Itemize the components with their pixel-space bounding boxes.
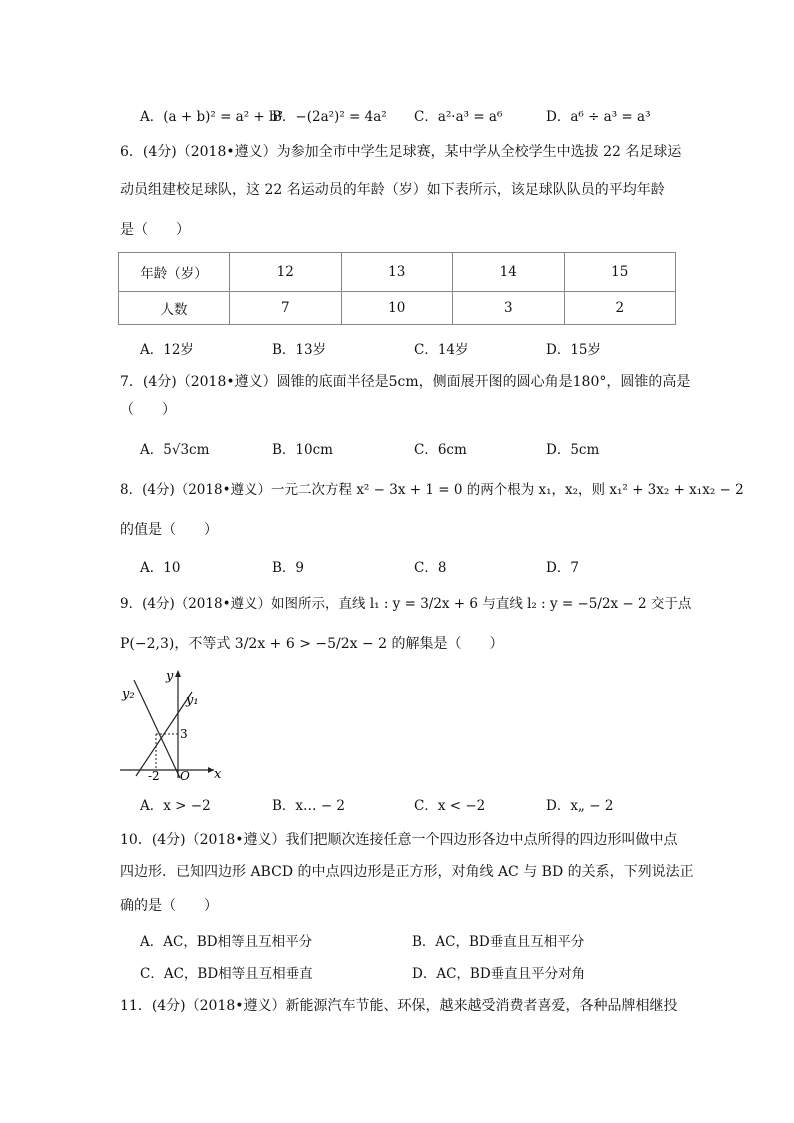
q6-option-a: A．12岁 — [140, 342, 194, 358]
label-y1: y₁ — [186, 693, 199, 708]
q8-option-b: B．9 — [272, 560, 305, 576]
q10-text-line2: 四边形．已知四边形 ABCD 的中点四边形是正方形，对角线 AC 与 BD 的关系，下列说法正 — [120, 864, 694, 880]
q8-option-a: A．10 — [140, 560, 181, 576]
table-header-age: 年龄（岁） — [119, 253, 230, 292]
table-cell: 12 — [230, 253, 342, 292]
table-cell: 14 — [453, 253, 565, 292]
table-cell: 2 — [564, 292, 676, 325]
table-row — [119, 292, 676, 325]
q5-option-a: A．(a + b)² = a² + b² — [140, 109, 284, 125]
label-3: 3 — [180, 727, 188, 741]
q5-option-d: D．a⁶ ÷ a³ = a³ — [546, 109, 651, 125]
q9-graph — [118, 666, 228, 782]
table-header-count: 人数 — [119, 292, 230, 325]
table-cell: 13 — [341, 253, 453, 292]
q6-age-table — [118, 252, 676, 325]
q7-option-b: B．10cm — [272, 442, 333, 458]
q6-text-line3: 是（ ） — [120, 222, 190, 238]
label-neg2: -2 — [148, 769, 160, 782]
q10-option-a: A．AC，BD相等且互相平分 — [140, 934, 313, 950]
table-cell: 15 — [564, 253, 676, 292]
q7-option-a: A．5√3cm — [140, 442, 210, 458]
y-axis-arrow-icon — [175, 670, 181, 677]
q9-option-b: B．x… − 2 — [272, 798, 346, 814]
label-origin: O — [180, 769, 190, 782]
q10-option-b: B．AC，BD垂直且互相平分 — [412, 934, 585, 950]
q7-option-d: D．5cm — [546, 442, 600, 458]
q8-text-line1: 8．(4分)（2018•遵义）一元二次方程 x² − 3x + 1 = 0 的两个根为 x₁，x₂，则 x₁² + 3x₂ + x₁x₂ − 2 — [120, 482, 744, 498]
q6-option-d: D．15岁 — [546, 342, 602, 358]
q6-text-line1: 6．(4分)（2018•遵义）为参加全市中学生足球赛，某中学从全校学生中选拔 22 名足球运 — [120, 144, 682, 160]
table-cell: 3 — [453, 292, 565, 325]
table-cell: 7 — [230, 292, 342, 325]
q5-option-c: C．a²·a³ = a⁶ — [414, 109, 503, 125]
q5-option-b: B．−(2a²)² = 4a² — [272, 109, 387, 125]
q10-text-line1: 10．(4分)（2018•遵义）我们把顺次连接任意一个四边形各边中点所得的四边形叫做中点 — [120, 832, 678, 848]
line-y2 — [134, 680, 180, 778]
q6-text-line2: 动员组建校足球队，这 22 名运动员的年龄（岁）如下表所示，该足球队队员的平均年龄 — [120, 182, 665, 198]
q8-option-d: D．7 — [546, 560, 579, 576]
label-x: x — [214, 767, 222, 782]
q8-text-line2: 的值是（ ） — [120, 522, 218, 538]
q10-option-c: C．AC，BD相等且互相垂直 — [140, 966, 313, 982]
table-row — [119, 253, 676, 292]
q8-option-c: C．8 — [414, 560, 447, 576]
table-cell: 10 — [341, 292, 453, 325]
q11-text-line1: 11．(4分)（2018•遵义）新能源汽车节能、环保，越来越受消费者喜爱，各种品牌相继投 — [120, 998, 678, 1014]
q7-text-line1: 7．(4分)（2018•遵义）圆锥的底面半径是5cm，侧面展开图的圆心角是180°，圆锥的高是 — [120, 374, 691, 390]
label-y2: y₂ — [122, 687, 135, 702]
q6-option-b: B．13岁 — [272, 342, 327, 358]
q9-option-d: D．x„ − 2 — [546, 798, 614, 814]
q7-option-c: C．6cm — [414, 442, 467, 458]
label-y: y — [166, 669, 174, 684]
q10-option-d: D．AC，BD垂直且平分对角 — [412, 966, 586, 982]
q7-text-line2: （ ） — [120, 402, 176, 418]
q10-text-line3: 确的是（ ） — [120, 898, 218, 914]
q9-text-line2: P(−2,3)，不等式 3/2x + 6 > −5/2x − 2 的解集是（ ） — [120, 636, 504, 652]
q9-option-a: A．x > −2 — [140, 798, 211, 814]
q9-option-c: C．x < −2 — [414, 798, 486, 814]
q9-text-line1: 9．(4分)（2018•遵义）如图所示，直线 l₁ : y = 3/2x + 6 与直线 l₂ : y = −5/2x − 2 交于点 — [120, 596, 692, 612]
q6-option-c: C．14岁 — [414, 342, 469, 358]
